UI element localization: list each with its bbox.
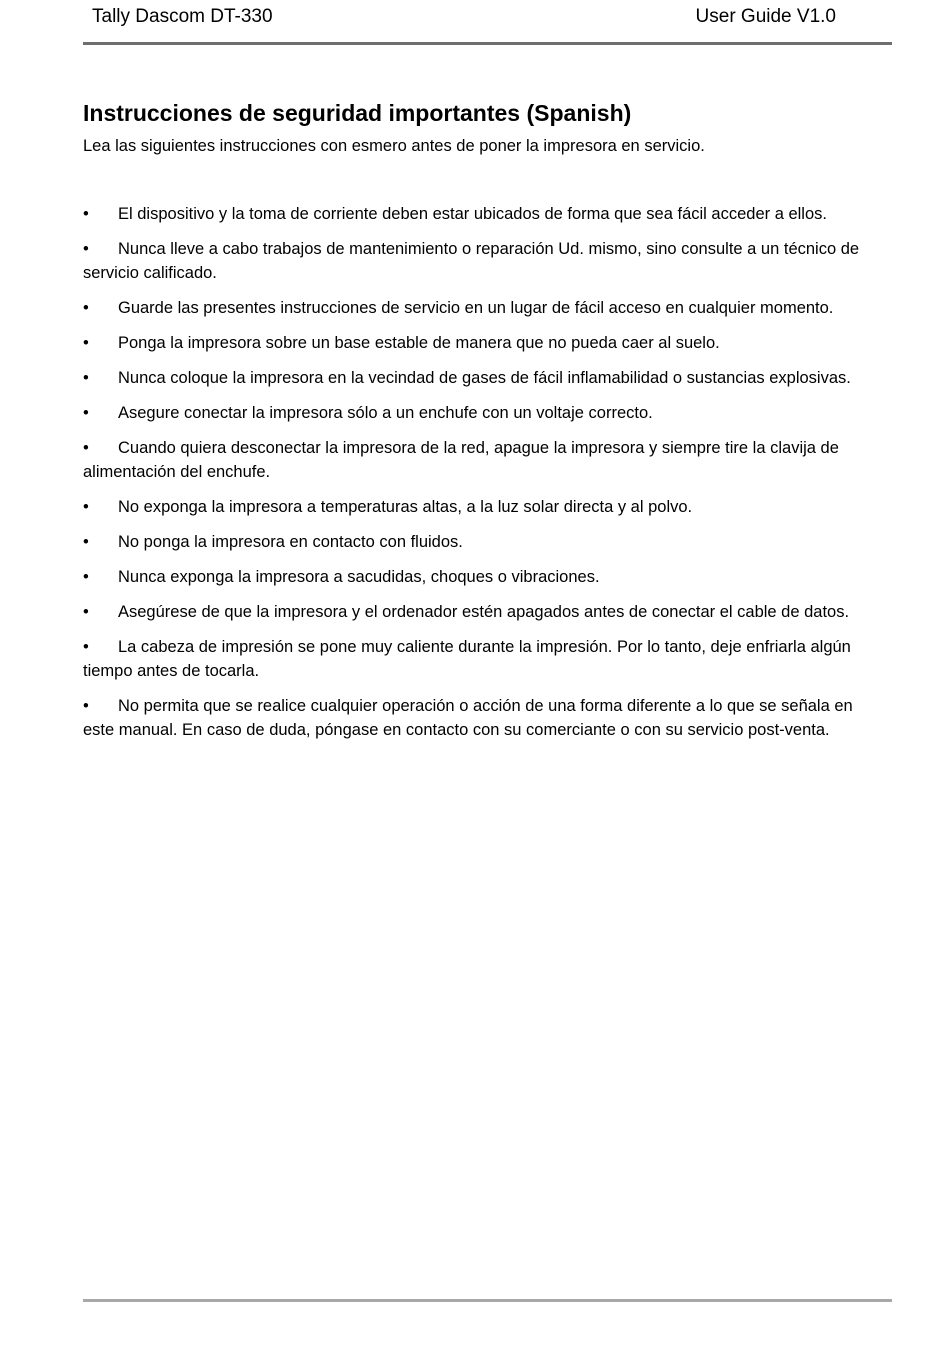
list-item-text: Nunca lleve a cabo trabajos de mantenimiento o reparación Ud. mismo, sino consulte a un técnico de servicio calificado. xyxy=(83,240,860,282)
footer-divider xyxy=(83,1299,892,1302)
bullet-dot-icon: • xyxy=(83,697,89,715)
bullet-dot-icon: • xyxy=(83,369,89,387)
list-item-text: Guarde las presentes instrucciones de servicio en un lugar de fácil acceso en cualquier momento. xyxy=(118,299,834,317)
page-header xyxy=(83,0,892,46)
list-item xyxy=(83,600,883,624)
list-item-text: Nunca coloque la impresora en la vecindad de gases de fácil inflamabilidad o sustancias explosivas. xyxy=(118,369,851,387)
bullet-dot-icon: • xyxy=(83,404,89,422)
header-guide-version: User Guide V1.0 xyxy=(695,6,836,27)
bullet-dot-icon: • xyxy=(83,533,89,551)
list-item xyxy=(83,436,883,484)
list-item xyxy=(83,530,883,554)
bullet-dot-icon: • xyxy=(83,638,89,656)
bullet-dot-icon: • xyxy=(83,439,89,457)
list-item-text: No permita que se realice cualquier operación o acción de una forma diferente a lo que se señala en este manual. En caso de duda, póngase en contacto con su comerciante o con su servicio post-venta. xyxy=(83,697,853,739)
list-item xyxy=(83,495,883,519)
list-item-text: Nunca exponga la impresora a sacudidas, choques o vibraciones. xyxy=(118,568,600,586)
list-item-text: No exponga la impresora a temperaturas altas, a la luz solar directa y al polvo. xyxy=(118,498,693,516)
list-item-text: Asegure conectar la impresora sólo a un enchufe con un voltaje correcto. xyxy=(118,404,653,422)
list-item xyxy=(83,366,883,390)
list-item-text: Cuando quiera desconectar la impresora de la red, apague la impresora y siempre tire la clavija de alimentación del enchufe. xyxy=(83,439,839,481)
section-title: Instrucciones de seguridad importantes (Spanish) xyxy=(83,100,632,126)
list-item-text: No ponga la impresora en contacto con fluidos. xyxy=(118,533,463,551)
list-item xyxy=(83,565,883,589)
header-product-name: Tally Dascom DT-330 xyxy=(92,6,273,27)
list-item xyxy=(83,331,883,355)
list-item-text: Ponga la impresora sobre un base estable de manera que no pueda caer al suelo. xyxy=(118,334,720,352)
list-item xyxy=(83,635,883,683)
bullet-dot-icon: • xyxy=(83,299,89,317)
list-item xyxy=(83,296,883,320)
bullet-dot-icon: • xyxy=(83,205,89,223)
list-item-text: Asegúrese de que la impresora y el ordenador estén apagados antes de conectar el cable de datos. xyxy=(118,603,850,621)
bullet-dot-icon: • xyxy=(83,603,89,621)
list-item xyxy=(83,237,883,285)
list-item-text: El dispositivo y la toma de corriente deben estar ubicados de forma que sea fácil acceder a ellos. xyxy=(118,205,827,223)
list-item xyxy=(83,401,883,425)
bullet-dot-icon: • xyxy=(83,334,89,352)
bullet-dot-icon: • xyxy=(83,240,89,258)
intro-paragraph: Lea las siguientes instrucciones con esmero antes de poner la impresora en servicio. xyxy=(83,137,705,155)
safety-instructions-list xyxy=(83,202,883,742)
bullet-dot-icon: • xyxy=(83,498,89,516)
list-item xyxy=(83,202,883,226)
list-item-text: La cabeza de impresión se pone muy caliente durante la impresión. Por lo tanto, deje enfriarla algún tiempo antes de tocarla. xyxy=(83,638,851,680)
header-divider xyxy=(83,42,892,45)
bullet-dot-icon: • xyxy=(83,568,89,586)
list-item xyxy=(83,694,883,742)
page-content xyxy=(83,96,883,753)
